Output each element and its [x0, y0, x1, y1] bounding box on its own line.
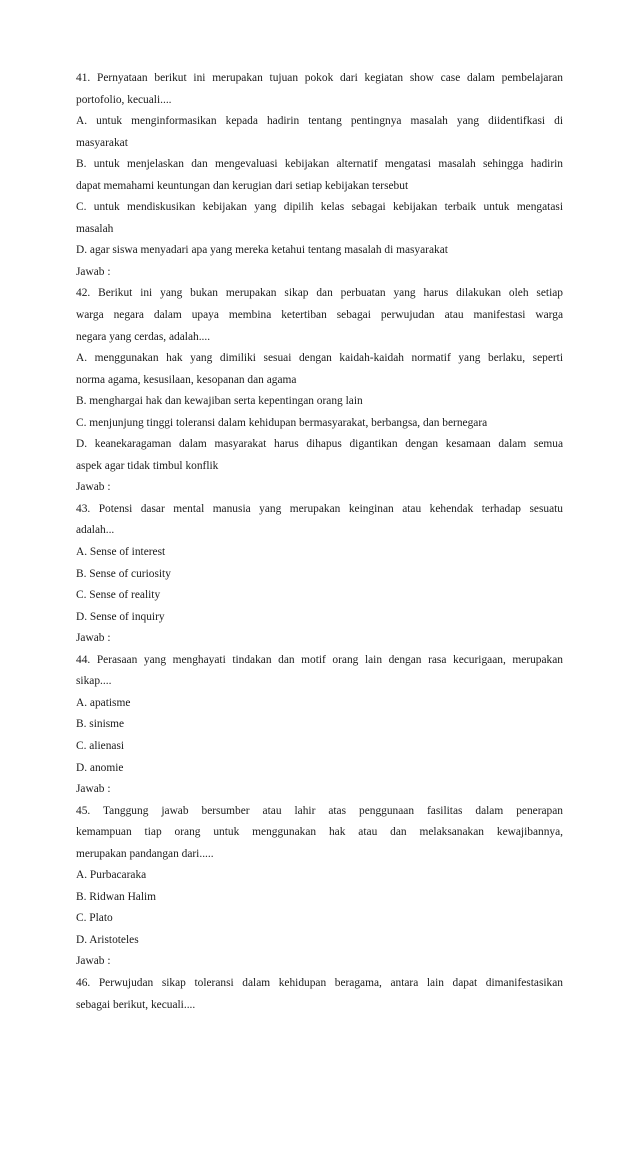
option-43b: B. Sense of curiosity — [76, 567, 171, 580]
option-43d: D. Sense of inquiry — [76, 610, 165, 623]
question-45-text-line-3: merupakan pandangan dari..... — [76, 847, 214, 860]
question-43-text-line-1: 43. Potensi dasar mental manusia yang merupakan keinginan atau kehendak terhadap sesuatu — [76, 502, 563, 515]
option-42d-line-2: aspek agar tidak timbul konflik — [76, 459, 219, 472]
question-45-text-line-2: kemampuan tiap orang untuk menggunakan hak atau dan melaksanakan kewajibannya, — [76, 826, 563, 839]
option-45d: D. Aristoteles — [76, 933, 139, 946]
question-43-text-line-2: adalah... — [76, 524, 115, 537]
option-41c-line-1: C. untuk mendiskusikan kebijakan yang dipilih kelas sebagai kebijakan terbaik untuk mengatasi — [76, 201, 563, 214]
option-41b-line-2: dapat memahami keuntungan dan kerugian dari setiap kebijakan tersebut — [76, 179, 409, 192]
option-43a: A. Sense of interest — [76, 546, 166, 559]
option-41d: D. agar siswa menyadari apa yang mereka ketahui tentang masalah di masyarakat — [76, 244, 448, 257]
question-44-text-line-1: 44. Perasaan yang menghayati tindakan dan motif orang lain dengan rasa kecurigaan, merupakan — [76, 653, 563, 666]
question-46-text-line-1: 46. Perwujudan sikap toleransi dalam kehidupan beragama, antara lain dapat dimanifestasikan — [76, 976, 563, 989]
option-42b: B. menghargai hak dan kewajiban serta kepentingan orang lain — [76, 395, 363, 408]
document-page — [76, 68, 563, 1016]
option-42c: C. menjunjung tinggi toleransi dalam kehidupan bermasyarakat, berbangsa, dan bernegara — [76, 416, 488, 429]
question-42-text-line-3: negara yang cerdas, adalah.... — [76, 330, 211, 343]
option-45a: A. Purbacaraka — [76, 869, 147, 882]
option-45b: B. Ridwan Halim — [76, 890, 157, 903]
answer-44-label: Jawab : — [76, 783, 111, 796]
question-44-text-line-2: sikap.... — [76, 675, 112, 688]
option-42a-line-2: norma agama, kesusilaan, kesopanan dan agama — [76, 373, 297, 386]
question-41-text-line-2: portofolio, kecuali.... — [76, 93, 172, 106]
option-42d-line-1: D. keanekaragaman dalam masyarakat harus dihapus digantikan dengan kesamaan dalam semua — [76, 438, 563, 451]
answer-43-label: Jawab : — [76, 632, 111, 645]
question-45-text-line-1: 45. Tanggung jawab bersumber atau lahir atas penggunaan fasilitas dalam penerapan — [76, 804, 563, 817]
answer-45-label: Jawab : — [76, 955, 111, 968]
option-41a-line-1: A. untuk menginformasikan kepada hadirin tentang pentingnya masalah yang diidentifkasi di — [76, 115, 563, 128]
option-44c: C. alienasi — [76, 739, 125, 752]
answer-41-label: Jawab : — [76, 265, 111, 278]
option-41a-line-2: masyarakat — [76, 136, 128, 149]
option-44d: D. anomie — [76, 761, 124, 774]
option-44b: B. sinisme — [76, 718, 125, 731]
option-44a: A. apatisme — [76, 696, 131, 709]
option-42a-line-1: A. menggunakan hak yang dimiliki sesuai dengan kaidah-kaidah normatif yang berlaku, seperti — [76, 352, 563, 365]
answer-42-label: Jawab : — [76, 481, 111, 494]
question-42-text-line-2: warga negara dalam upaya membina ketertiban sebagai perwujudan atau manifestasi warga — [76, 309, 563, 322]
question-42-text-line-1: 42. Berikut ini yang bukan merupakan sikap dan perbuatan yang harus dilakukan oleh setiap — [76, 287, 563, 300]
option-41c-line-2: masalah — [76, 222, 114, 235]
question-41-text-line-1: 41. Pernyataan berikut ini merupakan tujuan pokok dari kegiatan show case dalam pembelajaran — [76, 72, 563, 84]
question-46-text-line-2: sebagai berikut, kecuali.... — [76, 998, 196, 1011]
option-45c: C. Plato — [76, 912, 113, 925]
option-41b-line-1: B. untuk menjelaskan dan mengevaluasi kebijakan alternatif mengatasi masalah sehingga hadirin — [76, 158, 563, 171]
option-43c: C. Sense of reality — [76, 589, 161, 602]
